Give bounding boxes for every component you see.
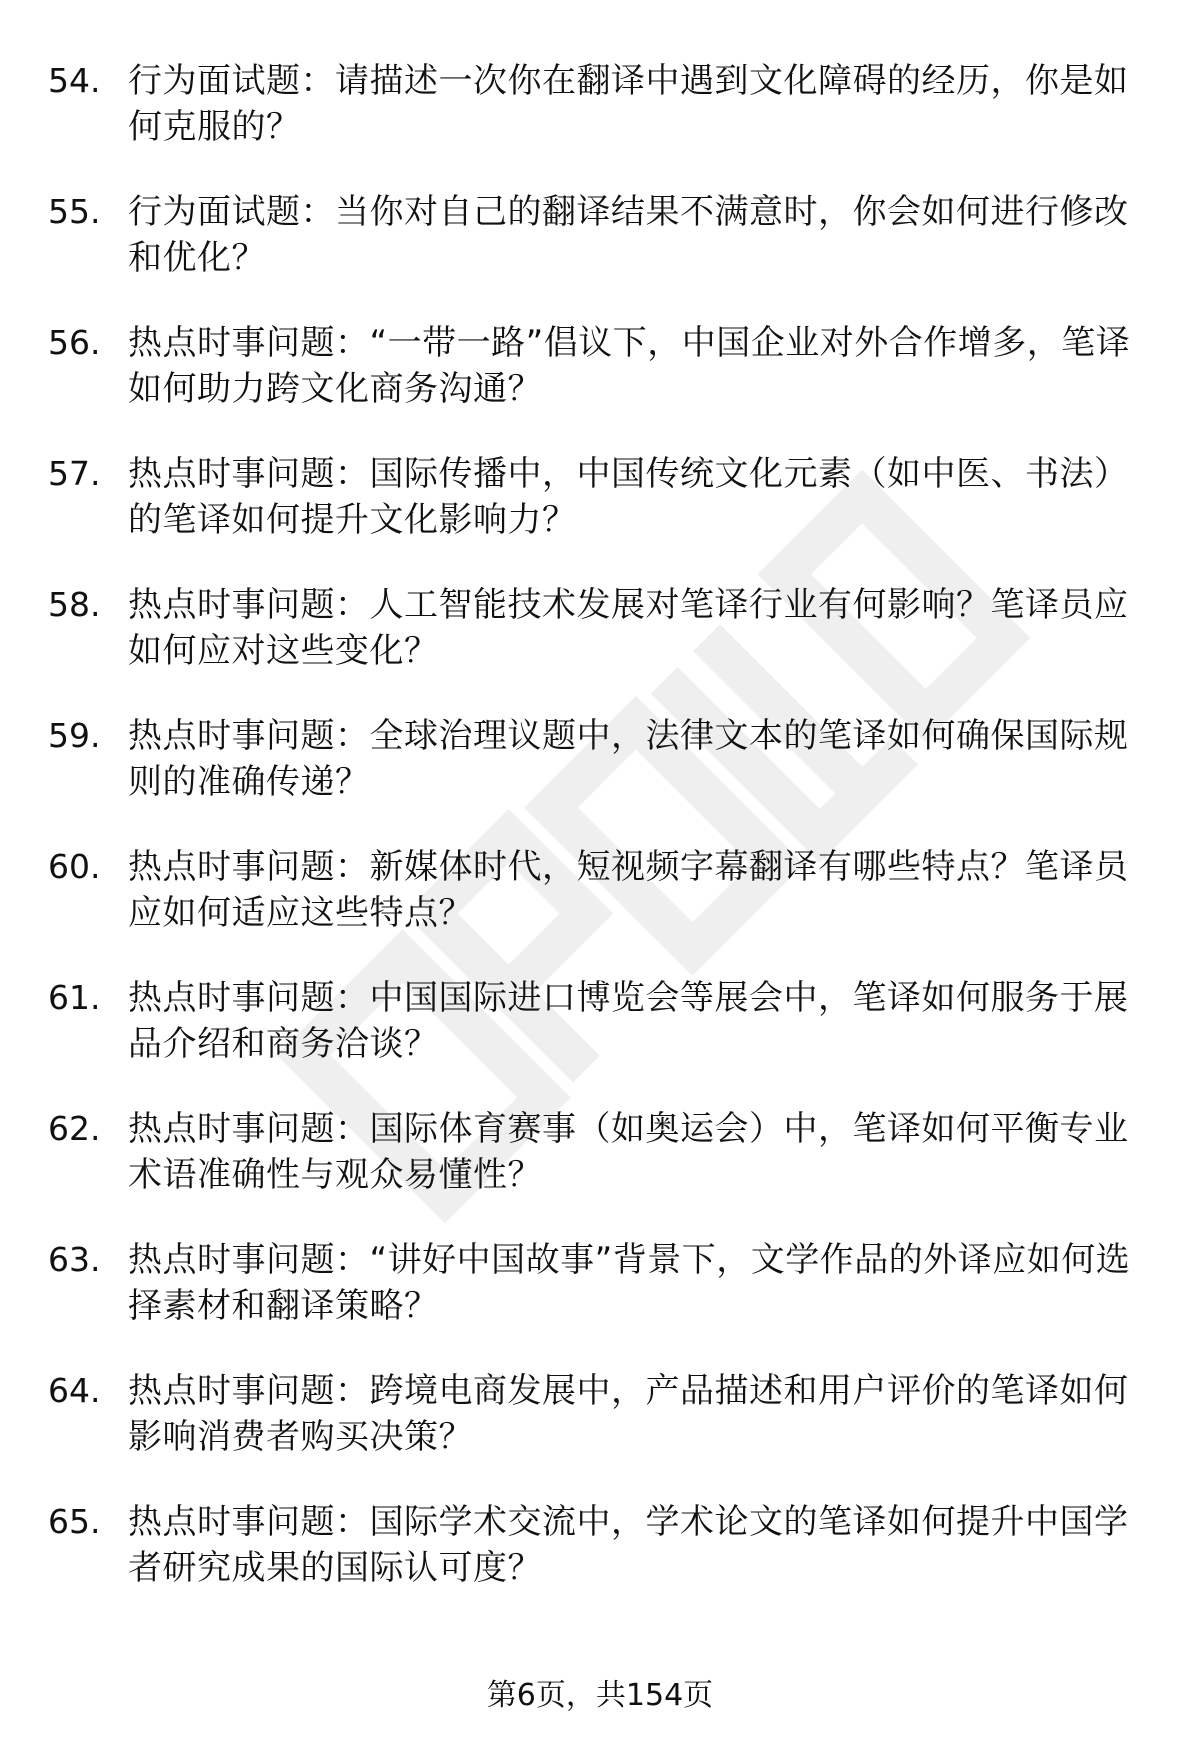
- question-item: [48, 58, 1158, 189]
- question-number: 54.: [48, 61, 101, 100]
- question-text: 热点时事问题：国际学术交流中，学术论文的笔译如何提升中国学者研究成果的国际认可度？: [128, 1502, 1129, 1588]
- question-text: 热点时事问题：中国国际进口博览会等展会中，笔译如何服务于展品介绍和商务洽谈？: [128, 978, 1129, 1064]
- question-text: 行为面试题：当你对自己的翻译结果不满意时，你会如何进行修改和优化？: [128, 192, 1129, 278]
- question-text: 热点时事问题：国际体育赛事（如奥运会）中，笔译如何平衡专业术语准确性与观众易懂性？: [128, 1109, 1129, 1195]
- page-footer: [0, 1676, 1200, 1716]
- question-text: 热点时事问题：全球治理议题中，法律文本的笔译如何确保国际规则的准确传递？: [128, 716, 1129, 802]
- question-number: 64.: [48, 1371, 101, 1410]
- question-text: 热点时事问题：“一带一路”倡议下，中国企业对外合作增多，笔译如何助力跨文化商务沟通？: [128, 323, 1131, 409]
- question-item: [48, 844, 1158, 975]
- question-number: 61.: [48, 978, 101, 1017]
- question-number: 62.: [48, 1109, 101, 1148]
- question-item: [48, 320, 1158, 451]
- question-text: 热点时事问题：“讲好中国故事”背景下，文学作品的外译应如何选择素材和翻译策略？: [128, 1240, 1131, 1326]
- page-number-label: 第6页，共154页: [486, 1678, 714, 1713]
- question-text: 热点时事问题：人工智能技术发展对笔译行业有何影响？笔译员应如何应对这些变化？: [128, 585, 1129, 671]
- question-item: [48, 1499, 1158, 1630]
- question-number: 57.: [48, 454, 101, 493]
- question-number: 55.: [48, 192, 101, 231]
- question-text: 热点时事问题：国际传播中，中国传统文化元素（如中医、书法）的笔译如何提升文化影响力？: [128, 454, 1129, 540]
- question-item: [48, 1368, 1158, 1499]
- question-item: [48, 1106, 1158, 1237]
- question-text: 行为面试题：请描述一次你在翻译中遇到文化障碍的经历，你是如何克服的？: [128, 61, 1129, 147]
- question-number: 59.: [48, 716, 101, 755]
- question-item: [48, 713, 1158, 844]
- question-number: 65.: [48, 1502, 101, 1541]
- question-text: 热点时事问题：新媒体时代，短视频字幕翻译有哪些特点？笔译员应如何适应这些特点？: [128, 847, 1129, 933]
- question-text: 热点时事问题：跨境电商发展中，产品描述和用户评价的笔译如何影响消费者购买决策？: [128, 1371, 1129, 1457]
- question-item: [48, 451, 1158, 582]
- question-number: 56.: [48, 323, 101, 362]
- question-item: [48, 189, 1158, 320]
- question-item: [48, 975, 1158, 1106]
- question-number: 58.: [48, 585, 101, 624]
- question-item: [48, 1237, 1158, 1368]
- question-item: [48, 582, 1158, 713]
- question-list: [48, 58, 1158, 1630]
- question-number: 60.: [48, 847, 101, 886]
- question-number: 63.: [48, 1240, 101, 1279]
